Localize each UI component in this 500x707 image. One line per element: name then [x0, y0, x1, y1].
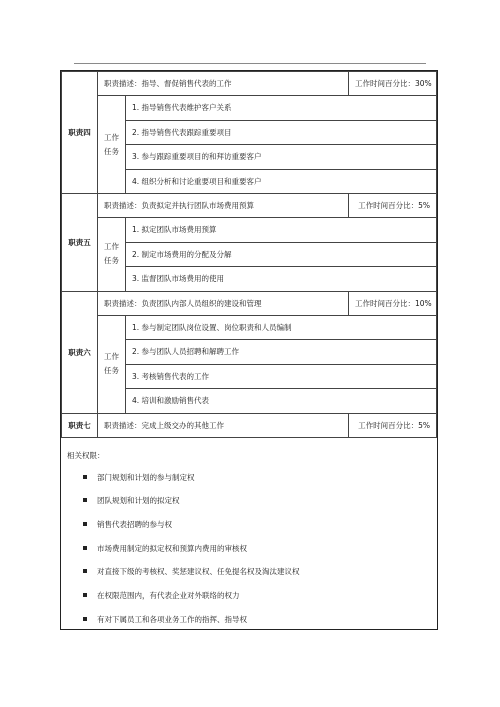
task-label: 工作 任务: [98, 96, 126, 194]
rights-item: 在权限范围内，有代表企业对外联络的权力: [61, 584, 437, 608]
task-item: 4. 组织分析和讨论重要项目和重要客户: [126, 169, 437, 194]
rights-item: 团队规划和计划的拟定权: [61, 489, 437, 513]
square-bullet-icon: [83, 522, 87, 526]
time-ratio: 工作时间百分比：5%: [349, 413, 437, 437]
duty-description: 职责描述：负责团队内部人员组织的建设和管理: [98, 291, 349, 315]
duty-role: 职责六: [62, 291, 98, 413]
task-row: [62, 315, 437, 340]
time-ratio: 工作时间百分比：30%: [349, 72, 437, 96]
task-item: 3. 参与跟踪重要项目的和拜访重要客户: [126, 145, 437, 170]
task-item: 1. 拟定团队市场费用预算: [126, 218, 437, 243]
task-item: 4. 培训和激励销售代表: [126, 389, 437, 414]
rights-section: [61, 438, 437, 632]
rights-item: 部门规划和计划的参与制定权: [61, 466, 437, 490]
duty-row: [62, 413, 437, 437]
task-item: 3. 监督团队市场费用的使用: [126, 267, 437, 292]
rights-item: 对直接下级的考核权、奖惩建议权、任免提名权及淘汰建议权: [61, 560, 437, 584]
duty-table: [61, 71, 437, 438]
duty-description: 职责描述：完成上级交办的其他工作: [98, 413, 349, 437]
task-label: 工作 任务: [98, 218, 126, 292]
task-row: [62, 218, 437, 243]
task-row: [62, 96, 437, 121]
time-ratio: 工作时间百分比：5%: [349, 194, 437, 218]
task-item: 3. 考核销售代表的工作: [126, 364, 437, 389]
square-bullet-icon: [83, 593, 87, 597]
rights-title: 相关权限：: [67, 450, 105, 460]
header-rule: [74, 63, 426, 64]
duty-role: 职责四: [62, 72, 98, 194]
task-item: 1. 指导销售代表维护客户关系: [126, 96, 437, 121]
task-item: 2. 参与团队人员招聘和解聘工作: [126, 340, 437, 365]
rights-item: 市场费用制定的拟定权和预算内费用的审核权: [61, 537, 437, 561]
duty-role: 职责七: [62, 413, 98, 437]
rights-item: 销售代表招聘的参与权: [61, 513, 437, 537]
square-bullet-icon: [83, 546, 87, 550]
duty-description: 职责描述：指导、督促销售代表的工作: [98, 72, 349, 96]
task-item: 2. 制定市场费用的分配及分解: [126, 242, 437, 267]
time-ratio: 工作时间百分比：10%: [349, 291, 437, 315]
square-bullet-icon: [83, 569, 87, 573]
square-bullet-icon: [83, 475, 87, 479]
rights-list: [61, 466, 437, 632]
duty-row: [62, 72, 437, 96]
square-bullet-icon: [83, 498, 87, 502]
square-bullet-icon: [83, 617, 87, 621]
duty-role: 职责五: [62, 194, 98, 292]
duty-row: [62, 291, 437, 315]
rights-item: 有对下属员工和各项业务工作的指挥、指导权: [61, 608, 437, 632]
job-description-sheet: [60, 70, 438, 630]
task-item: 1. 参与制定团队岗位设置、岗位职责和人员编制: [126, 315, 437, 340]
task-label: 工作 任务: [98, 315, 126, 413]
duty-description: 职责描述：负责拟定并执行团队市场费用预算: [98, 194, 349, 218]
task-item: 2. 指导销售代表跟踪重要项目: [126, 120, 437, 145]
duty-row: [62, 194, 437, 218]
